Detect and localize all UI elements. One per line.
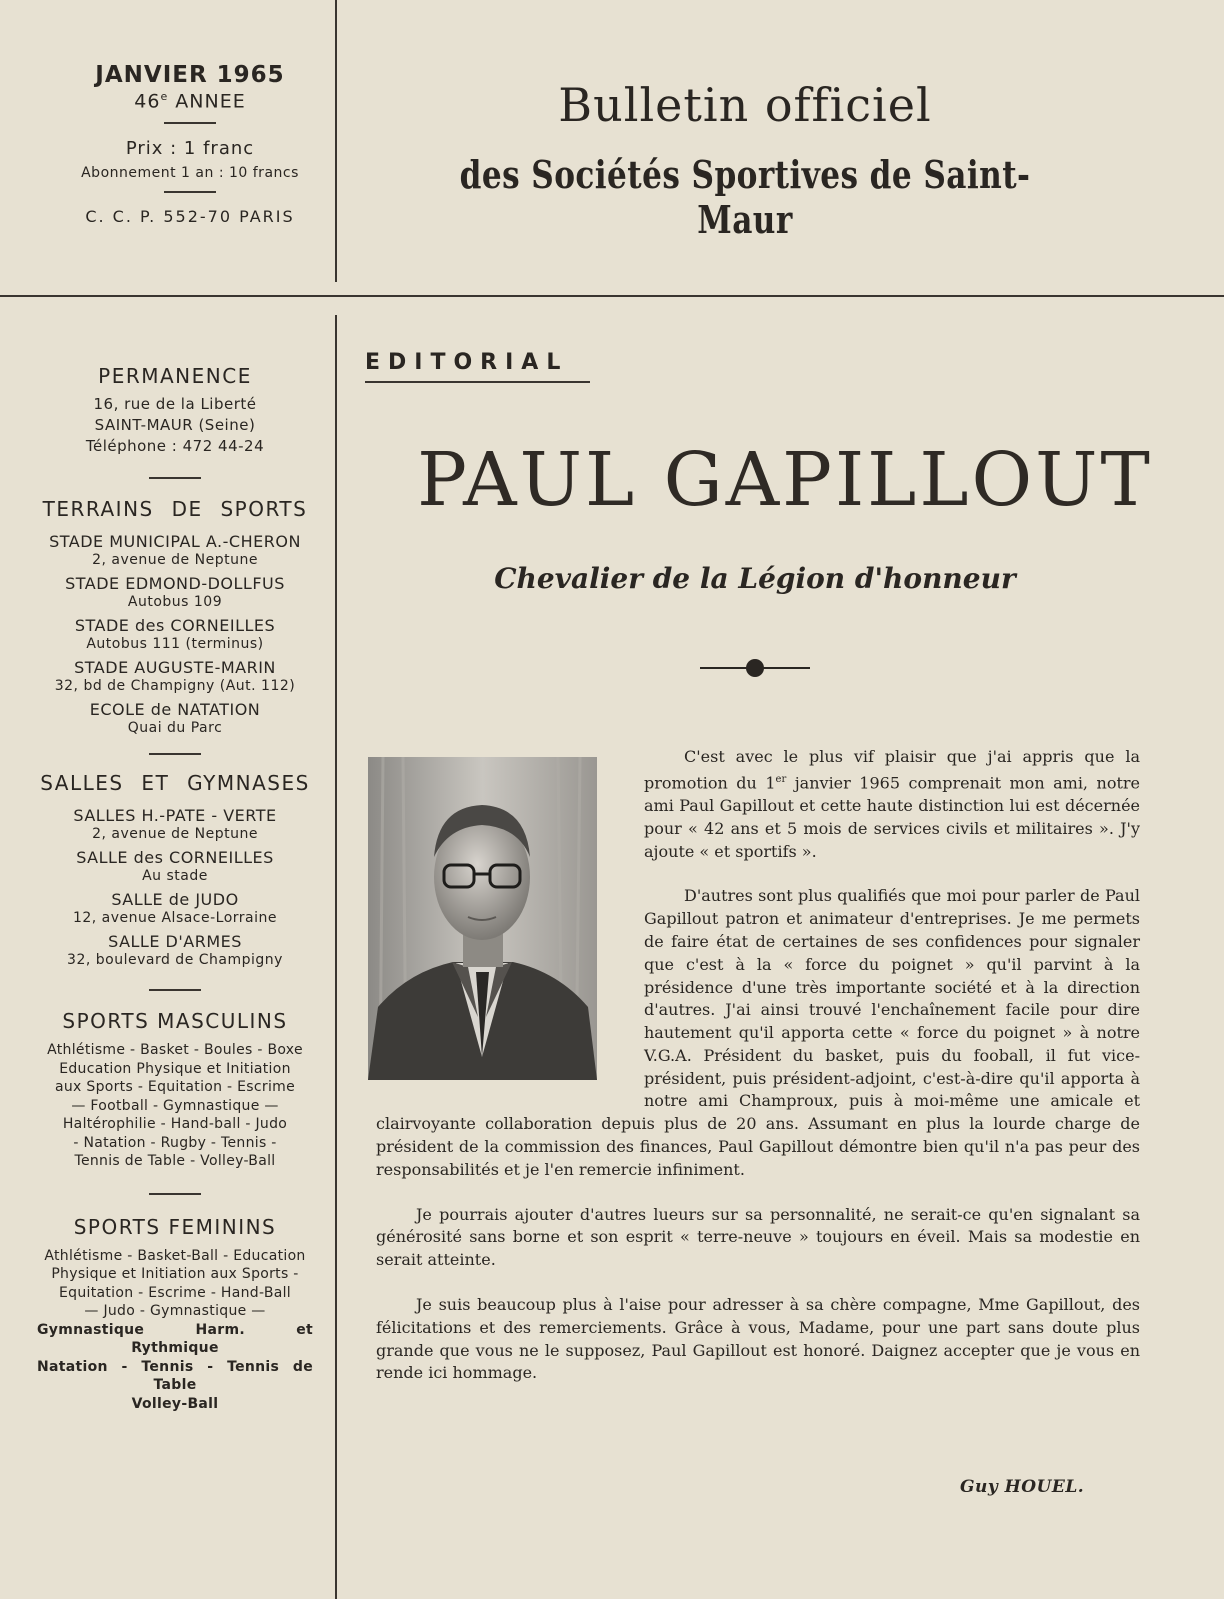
venue-detail: 32, bd de Champigny (Aut. 112) bbox=[54, 678, 296, 694]
price: Prix : 1 franc bbox=[125, 138, 255, 160]
feminins-heading: SPORTS FEMININS bbox=[73, 1214, 277, 1239]
venue-detail: Quai du Parc bbox=[127, 720, 223, 736]
ccp-account: C. C. P. 552-70 PARIS bbox=[85, 207, 295, 227]
paragraph: Je pourrais ajouter d'autres lueurs sur sa personnalité, ne serait-ce qu'en signalant sa générosité sans borne et son esprit « terre-neuve » toujours en éveil. Mais sa modestie en serait atteinte. bbox=[376, 1204, 1140, 1270]
year-word: ANNEE bbox=[175, 90, 246, 113]
venue-detail: 2, avenue de Neptune bbox=[92, 552, 258, 568]
venue-name: STADE EDMOND-DOLLFUS bbox=[65, 574, 285, 593]
year-number: 46 bbox=[134, 90, 161, 113]
column-rule bbox=[335, 315, 337, 1599]
permanence-heading: PERMANENCE bbox=[98, 364, 252, 388]
sports-line: - Natation - Rugby - Tennis - bbox=[73, 1134, 277, 1151]
divider bbox=[149, 477, 201, 479]
venue-name: SALLE des CORNEILLES bbox=[76, 848, 274, 867]
sports-line: Volley-Ball bbox=[131, 1395, 219, 1412]
signature: Guy HOUEL. bbox=[960, 1477, 1085, 1497]
sports-line: Gymnastique Harm. et Rythmique bbox=[37, 1321, 313, 1356]
paragraph-text: janvier 1965 comprenait mon ami, notre ami Paul Gapillout et cette haute distinction lui est décernée pour « 42 ans et 5 mois de services civils et militaires ». J'y ajoute « et sportifs ». bbox=[644, 773, 1140, 861]
ordinal-suffix: er bbox=[775, 773, 787, 785]
photo-spacer bbox=[376, 746, 644, 1091]
venue-name: SALLE de JUDO bbox=[111, 890, 239, 909]
ornament-divider bbox=[700, 658, 810, 678]
venue-detail: Autobus 109 bbox=[127, 594, 223, 610]
venue-name: ECOLE de NATATION bbox=[89, 700, 261, 719]
divider bbox=[164, 191, 216, 193]
sports-line: — Judo - Gymnastique — bbox=[84, 1303, 266, 1319]
venue-detail: Au stade bbox=[142, 868, 208, 884]
sports-list bbox=[25, 1041, 325, 1171]
venue-name: STADE des CORNEILLES bbox=[74, 616, 276, 635]
salles-section bbox=[25, 771, 325, 969]
editorial-body bbox=[376, 746, 1140, 1407]
divider bbox=[149, 1193, 201, 1195]
venue-name: STADE MUNICIPAL A.-CHERON bbox=[49, 532, 301, 551]
bulletin-subtitle: des Sociétés Sportives de Saint-Maur bbox=[459, 152, 1031, 242]
list-item bbox=[25, 889, 325, 927]
article-title: PAUL GAPILLOUT bbox=[417, 437, 1153, 523]
header-rule bbox=[0, 295, 1224, 297]
sports-line: Athlétisme - Basket - Boules - Boxe bbox=[47, 1042, 303, 1058]
list-item bbox=[25, 657, 325, 695]
list-item bbox=[25, 931, 325, 969]
permanence-line: Téléphone : 472 44-24 bbox=[85, 437, 265, 455]
year-suffix: e bbox=[160, 90, 169, 103]
editorial-underline bbox=[365, 381, 590, 383]
venue-name: SALLE D'ARMES bbox=[108, 932, 242, 951]
permanence-section bbox=[25, 364, 325, 457]
paragraph: D'autres sont plus qualifiés que moi pour parler de Paul Gapillout patron et animateur d'entreprises. Je me permets de faire état de certaines de ses confidences pour signaler que c'est à la « force du poignet » qu'il parvint à la présidence d'une très importante société et à la direction d'autres. J'ai ainsi trouvé l'enchaînement facile pour dire hautement qu'il apporta cette « force du poignet » à notre V.G.A. Président du basket, puis du fooball, il fut vice-président, puis président-adjoint, c'est-à-dire qu'il apporta à notre ami Champroux, puis à moi-même une amicale et clairvoyante collaboration depuis plus de 20 ans. Assumant en plus la lourde charge de président de la commission des finances, Paul Gapillout démontre bien qu'il n'a pas peur des responsabilités et je l'en remercie infiniment. bbox=[376, 886, 1140, 1179]
issue-date: JANVIER 1965 bbox=[95, 62, 285, 88]
permanence-line: SAINT-MAUR (Seine) bbox=[94, 416, 256, 434]
article-subtitle: Chevalier de la Légion d'honneur bbox=[494, 562, 1016, 595]
header-vertical-rule bbox=[335, 0, 337, 282]
terrains-section bbox=[25, 497, 325, 737]
paragraph-text: C'est avec le plus vif plaisir que j'ai appris que la promotion du 1 bbox=[644, 747, 1140, 793]
masculins-heading: SPORTS MASCULINS bbox=[62, 1009, 288, 1033]
list-item bbox=[25, 847, 325, 885]
list-item bbox=[25, 573, 325, 611]
sports-line: Natation - Tennis - Tennis de Table bbox=[37, 1358, 313, 1393]
sports-line: — Football - Gymnastique — bbox=[71, 1097, 279, 1114]
issue-info bbox=[40, 62, 340, 226]
subscription: Abonnement 1 an : 10 francs bbox=[81, 165, 299, 182]
paragraph: Je suis beaucoup plus à l'aise pour adresser à sa chère compagne, Mme Gapillout, des félicitations et des remerciements. Grâce à vous, Madame, pour une part sans doute plus grande que vous ne le supposez, Paul Gapillout est honoré. Daignez accepter que je vous en rende ici hommage. bbox=[376, 1295, 1140, 1383]
list-item bbox=[25, 805, 325, 843]
venue-detail: Autobus 111 (terminus) bbox=[86, 636, 264, 652]
divider bbox=[149, 753, 201, 755]
list-item bbox=[25, 699, 325, 737]
sports-line: aux Sports - Equitation - Escrime bbox=[55, 1079, 295, 1095]
editorial-label: EDITORIAL bbox=[365, 350, 569, 375]
terrains-heading: TERRAINS DE SPORTS bbox=[42, 497, 308, 521]
sports-line: Education Physique et Initiation bbox=[59, 1060, 291, 1077]
sports-line: Athlétisme - Basket-Ball - Education bbox=[44, 1247, 306, 1264]
issue-year bbox=[40, 90, 340, 112]
venue-detail: 12, avenue Alsace-Lorraine bbox=[72, 910, 278, 926]
sports-line: Haltérophilie - Hand-ball - Judo bbox=[62, 1116, 288, 1132]
bulletin-title: Bulletin officiel bbox=[558, 78, 932, 132]
venue-detail: 32, boulevard de Champigny bbox=[67, 952, 283, 968]
sidebar bbox=[25, 360, 325, 1413]
sports-line: Equitation - Escrime - Hand-Ball bbox=[59, 1284, 291, 1301]
venue-name: STADE AUGUSTE-MARIN bbox=[74, 658, 276, 677]
salles-heading: SALLES ET GYMNASES bbox=[40, 771, 310, 795]
masculins-section bbox=[25, 1009, 325, 1171]
divider bbox=[149, 989, 201, 991]
permanence-line: 16, rue de la Liberté bbox=[93, 395, 257, 413]
sports-list bbox=[25, 1247, 325, 1414]
list-item bbox=[25, 531, 325, 569]
sports-line: Tennis de Table - Volley-Ball bbox=[74, 1153, 276, 1169]
venue-detail: 2, avenue de Neptune bbox=[92, 826, 258, 842]
divider bbox=[164, 122, 216, 124]
list-item bbox=[25, 615, 325, 653]
sports-line: Physique et Initiation aux Sports - bbox=[51, 1266, 299, 1282]
venue-name: SALLES H.-PATE - VERTE bbox=[73, 806, 277, 825]
feminins-section bbox=[25, 1215, 325, 1414]
